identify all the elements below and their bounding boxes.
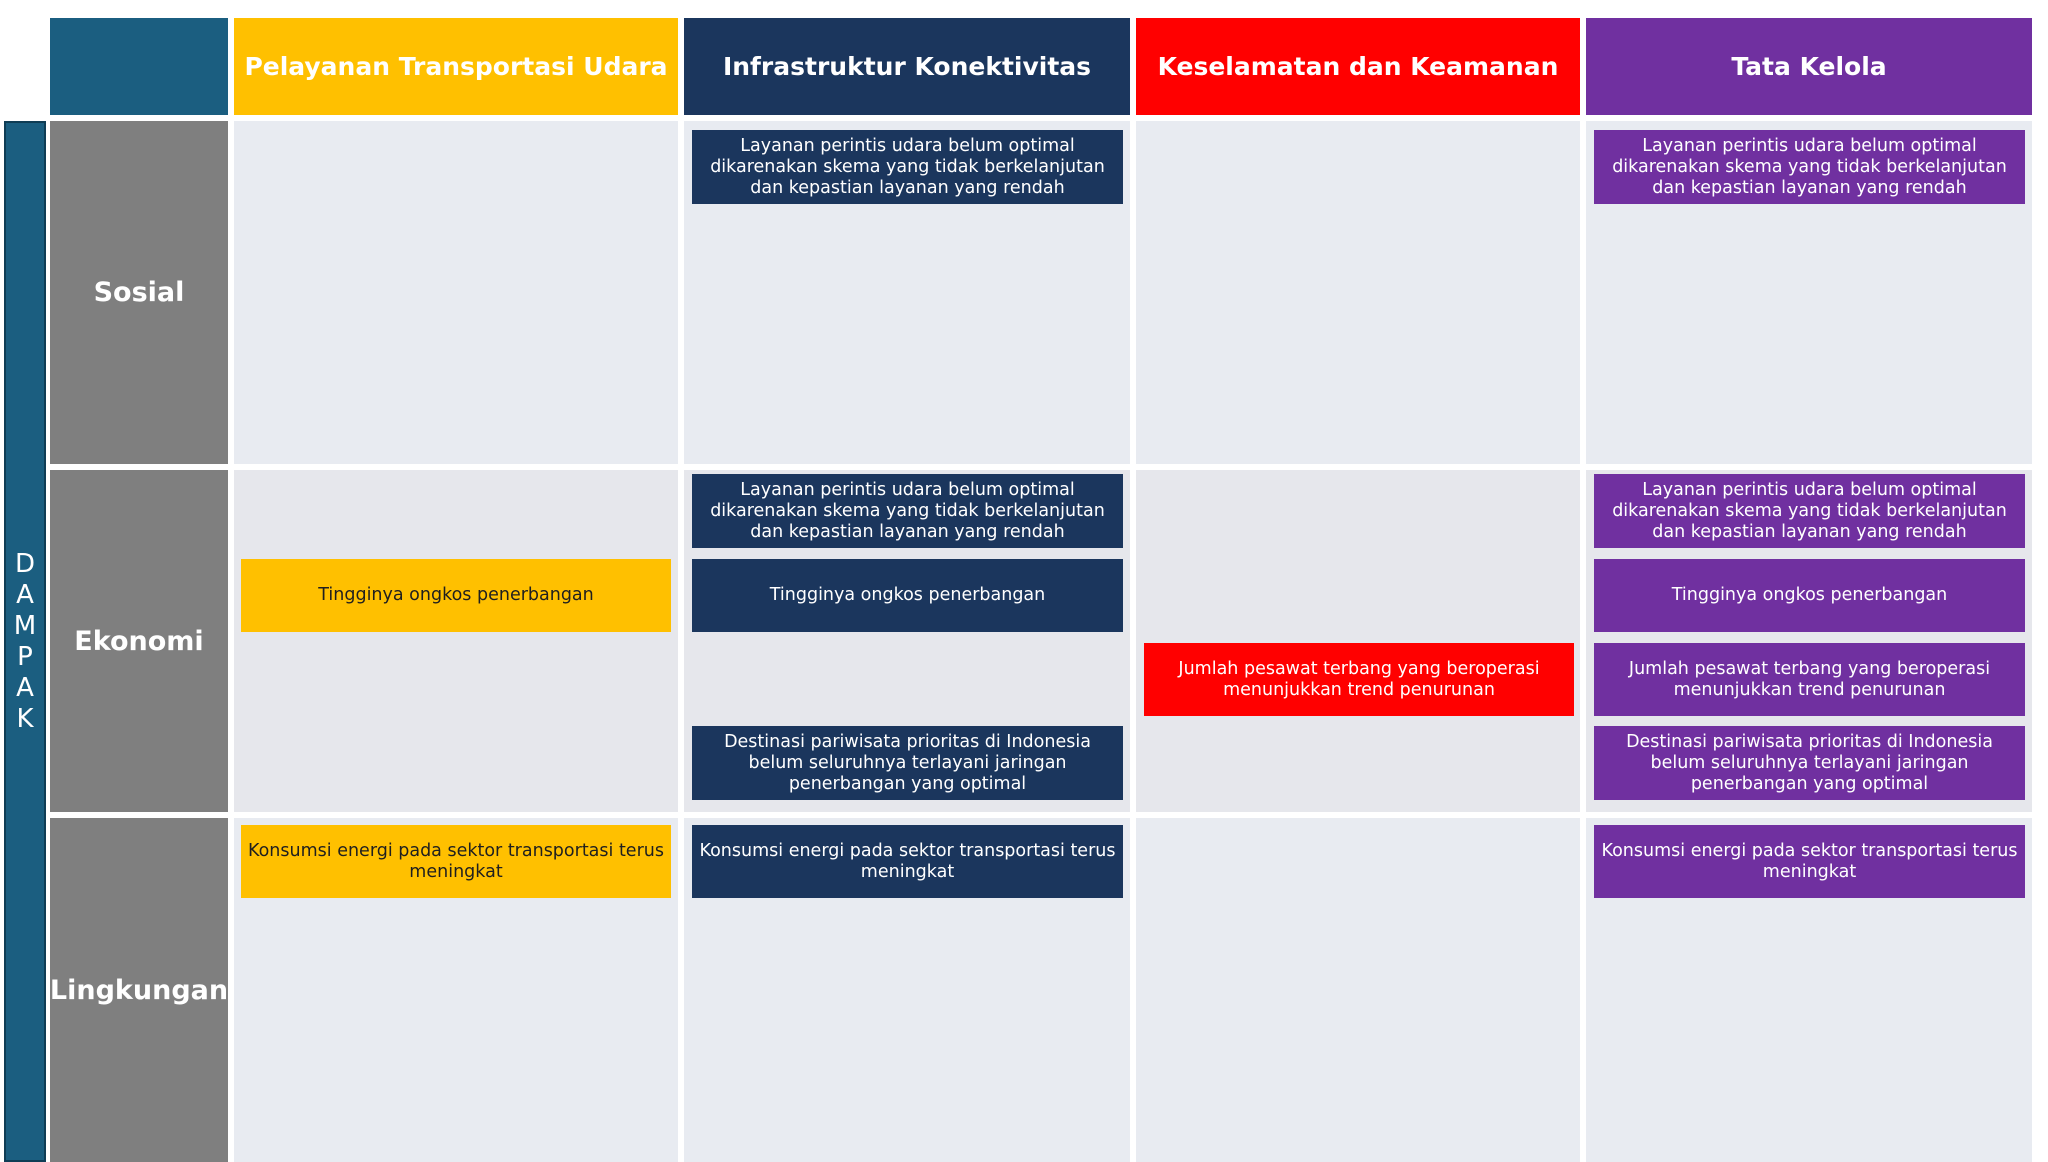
issue-card-text: Konsumsi energi pada sektor transportasi terus meningkat [699, 840, 1116, 882]
issue-card-text: Destinasi pariwisata prioritas di Indonesia belum seluruhnya terlayani jaringan penerbangan yang optimal [1626, 731, 1993, 794]
issue-card-text: Konsumsi energi pada sektor transportasi terus meningkat [248, 840, 664, 882]
cell-sosial-pelayanan [234, 121, 678, 464]
issue-card-text: Jumlah pesawat terbang yang beroperasi menunjukkan trend penurunan [1628, 658, 1991, 700]
dampak-letter: A [16, 579, 34, 610]
issue-card [241, 825, 671, 898]
issue-card-text: Konsumsi energi pada sektor transportasi terus meningkat [1601, 840, 2018, 882]
issue-card-text: Jumlah pesawat terbang yang beroperasi menunjukkan trend penurunan [1178, 658, 1540, 700]
issue-card [1594, 726, 2025, 800]
issue-card [692, 474, 1123, 548]
dampak-letter: K [16, 703, 34, 734]
issue-card-text: Layanan perintis udara belum optimal dikarenakan skema yang tidak berkelanjutan dan kepastian layanan yang rendah [710, 479, 1105, 542]
column-header-label: Pelayanan Transportasi Udara [244, 52, 668, 81]
cell-ekonomi-keselamatan [1136, 470, 1580, 812]
dampak-letter: A [16, 672, 34, 703]
column-header-keselamatan [1136, 18, 1580, 115]
issue-card [1594, 474, 2025, 548]
issue-card [241, 559, 671, 632]
cell-lingkungan-keselamatan [1136, 818, 1580, 1162]
dampak-letter: D [14, 548, 36, 579]
issue-card [692, 726, 1123, 800]
issue-card [1594, 559, 2025, 632]
issue-card [1144, 643, 1574, 716]
row-header-label: Ekonomi [74, 625, 204, 657]
issue-card-text: Tingginya ongkos penerbangan [769, 585, 1046, 605]
issue-card [692, 130, 1123, 204]
dampak-letter: M [13, 610, 37, 641]
issue-card [692, 559, 1123, 632]
issue-card-text: Tingginya ongkos penerbangan [318, 585, 594, 605]
dampak-letter: P [17, 641, 33, 672]
issue-card-text: Layanan perintis udara belum optimal dikarenakan skema yang tidak berkelanjutan dan kepastian layanan yang rendah [710, 135, 1105, 198]
row-header-sosial [50, 121, 228, 464]
corner-header-cell [50, 18, 228, 115]
issue-card [1594, 643, 2025, 716]
issue-card-text: Layanan perintis udara belum optimal dikarenakan skema yang tidak berkelanjutan dan kepastian layanan yang rendah [1612, 135, 2007, 198]
row-header-label: Lingkungan [49, 974, 229, 1006]
issue-card-text: Layanan perintis udara belum optimal dikarenakan skema yang tidak berkelanjutan dan kepastian layanan yang rendah [1612, 479, 2007, 542]
column-header-label: Infrastruktur Konektivitas [722, 52, 1092, 81]
column-header-pelayanan [234, 18, 678, 115]
dampak-side-label [4, 121, 46, 1162]
cell-sosial-keselamatan [1136, 121, 1580, 464]
column-header-label: Tata Kelola [1731, 52, 1887, 81]
issue-card [692, 825, 1123, 898]
column-header-infrastruktur [684, 18, 1130, 115]
issue-card-text: Tingginya ongkos penerbangan [1671, 585, 1948, 605]
column-header-tata-kelola [1586, 18, 2032, 115]
issue-card-text: Destinasi pariwisata prioritas di Indonesia belum seluruhnya terlayani jaringan penerbangan yang optimal [724, 731, 1091, 794]
issue-card [1594, 825, 2025, 898]
cell-ekonomi-pelayanan [234, 470, 678, 812]
column-header-label: Keselamatan dan Keamanan [1157, 52, 1559, 81]
issue-card [1594, 130, 2025, 204]
dampak-letters [14, 549, 36, 735]
row-header-ekonomi [50, 470, 228, 812]
row-header-lingkungan [50, 818, 228, 1162]
row-header-label: Sosial [93, 277, 185, 308]
